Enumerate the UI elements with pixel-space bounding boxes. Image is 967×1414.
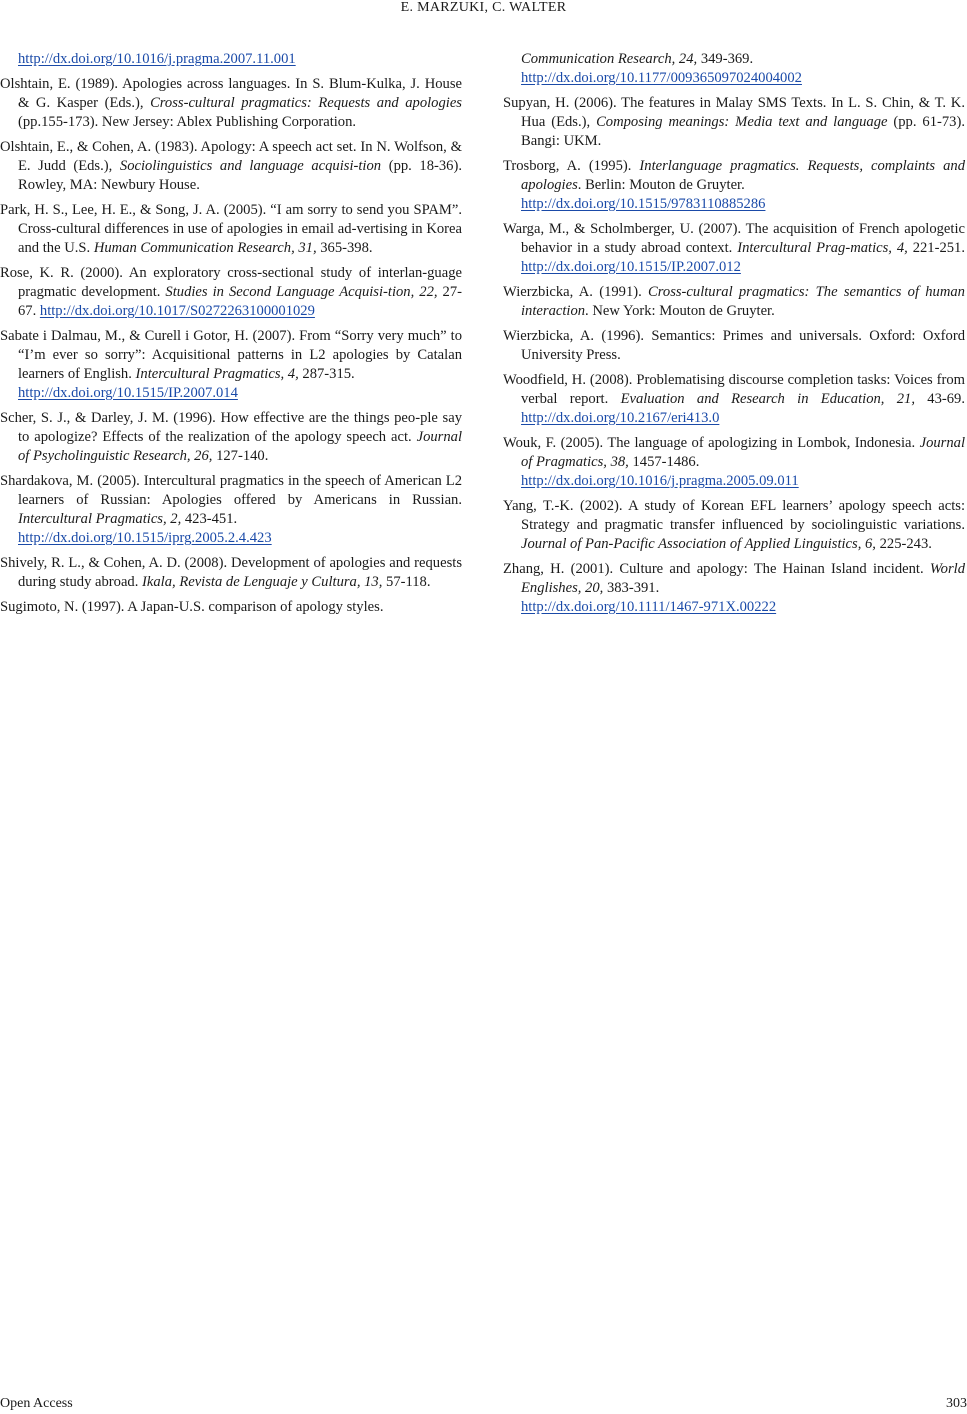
ref-text: Olshtain, E. (1989). Apologies across languages. In S. Blum-Kulka, J. House & G. Kasper (Eds.), (0, 76, 462, 111)
ref-pages: 349-369. (697, 51, 754, 67)
ref-text: Wierzbicka, A. (1996). Semantics: Primes and universals. Oxford: Oxford University Press. (503, 328, 965, 363)
ref-text: Sabate i Dalmau, M., & Curell i Gotor, H. (2007). From “Sorry very much” to “I’m ever so sorry”: Acquisitional patterns in L2 apologies by Catalan learners of English. (0, 328, 462, 382)
ref-title: Journal of Psycholinguistic Research, 26, (18, 429, 462, 464)
reference-item (503, 327, 965, 365)
ref-text: Shively, R. L., & Cohen, A. D. (2008). Development of apologies and requests during study abroad. (0, 555, 462, 590)
reference-item (503, 371, 965, 428)
ref-title: Journal of Pragmatics, 38, (521, 435, 965, 470)
ref-pages: (pp.155-173). New Jersey: Ablex Publishing Corporation. (18, 114, 357, 130)
ref-pages: 225-243. (875, 536, 932, 552)
doi-link[interactable]: http://dx.doi.org/10.2167/eri413.0 (521, 410, 720, 426)
ref-pages: 27-67. (18, 284, 463, 319)
ref-pages: 365-398. (316, 240, 373, 256)
reference-item (0, 264, 462, 321)
reference-item (0, 409, 462, 466)
ref-title: Cross-cultural pragmatics: Requests and apologies (150, 95, 462, 111)
reference-item (503, 283, 965, 321)
doi-link[interactable]: http://dx.doi.org/10.1016/j.pragma.2005.09.011 (521, 473, 799, 489)
doi-link[interactable]: http://dx.doi.org/10.1515/IP.2007.014 (18, 385, 238, 401)
ref-pages: 57-118. (382, 574, 431, 590)
doi-link[interactable]: http://dx.doi.org/10.1016/j.pragma.2007.11.001 (18, 51, 296, 67)
reference-item (503, 560, 965, 617)
doi-link[interactable]: http://dx.doi.org/10.1515/IP.2007.012 (521, 259, 741, 275)
ref-pages: 43-69. (914, 391, 965, 407)
ref-pages: 423-451. (181, 511, 238, 527)
ref-title: Intercultural Prag-matics, 4, (737, 240, 908, 256)
reference-item (0, 138, 462, 195)
ref-title: Composing meanings: Media text and language (596, 114, 888, 130)
reference-item (0, 598, 462, 617)
ref-text: Scher, S. J., & Darley, J. M. (1996). How effective are the things peo-ple say to apologize? Effects of the realization of the apology speech act. (0, 410, 462, 445)
reference-continuation (503, 50, 965, 88)
ref-text: Warga, M., & Scholmberger, U. (2007). The acquisition of French apologetic behavior in a study abroad context. (503, 221, 965, 256)
ref-title: Evaluation and Research in Education, 21, (620, 391, 915, 407)
doi-link[interactable]: http://dx.doi.org/10.1515/iprg.2005.2.4.423 (18, 530, 272, 546)
ref-text: Trosborg, A. (1995). (503, 158, 640, 174)
doi-link[interactable]: http://dx.doi.org/10.1177/009365097024004002 (521, 70, 802, 86)
ref-title: Studies in Second Language Acquisi-tion, 22, (165, 284, 438, 300)
ref-text: Yang, T.-K. (2002). A study of Korean EFL learners’ apology speech acts: Strategy and pragmatic transfer influenced by sociolinguistic variations. (503, 498, 965, 533)
ref-text: Park, H. S., Lee, H. E., & Song, J. A. (2005). “I am sorry to send you SPAM”. Cross-cultural differences in use of apologies in email ad-vertising in Korea and the U.S. (0, 202, 462, 256)
ref-title: World Englishes, 20, (521, 561, 965, 596)
reference-item (0, 554, 462, 592)
ref-title: Human Communication Research, 31, (93, 240, 317, 256)
reference-item (503, 157, 965, 214)
footer-open-access: Open Access (0, 1396, 73, 1411)
running-header: E. MARZUKI, C. WALTER (400, 0, 567, 15)
ref-pages: (pp. 18-36). Rowley, MA: Newbury House. (18, 158, 462, 193)
ref-title: Sociolinguistics and language acquisi-tion (119, 158, 382, 174)
ref-pages: 1457-1486. (628, 454, 700, 470)
ref-text: Olshtain, E., & Cohen, A. (1983). Apology: A speech act set. In N. Wolfson, & E. Judd (Eds.), (0, 139, 462, 174)
reference-column-left (0, 50, 462, 623)
ref-title: Cross-cultural pragmatics: The semantics of human interaction (521, 284, 965, 319)
page-number: 303 (946, 1396, 967, 1411)
ref-pages: 383-391. (603, 580, 660, 596)
ref-pages: (pp. 61-73). Bangi: UKM. (521, 114, 965, 149)
reference-item (503, 497, 965, 554)
ref-title: Intercultural Pragmatics, 4, (135, 366, 299, 382)
ref-title: Interlanguage pragmatics. Requests, complaints and apologies (521, 158, 965, 193)
reference-item (503, 220, 965, 277)
ref-pages: 287-315. (298, 366, 355, 382)
ref-title: Communication Research, 24, (521, 51, 698, 67)
doi-link[interactable]: http://dx.doi.org/10.1111/1467-971X.00222 (521, 599, 777, 615)
ref-text: Wierzbicka, A. (1991). (503, 284, 649, 300)
reference-item (503, 434, 965, 491)
ref-title: Intercultural Pragmatics, 2, (18, 511, 182, 527)
doi-link[interactable]: http://dx.doi.org/10.1017/S0272263100001029 (39, 303, 315, 319)
reference-continuation (0, 50, 462, 69)
ref-title: Journal of Pan-Pacific Association of Applied Linguistics, 6, (521, 536, 876, 552)
ref-text: Wouk, F. (2005). The language of apologizing in Lombok, Indonesia. (503, 435, 920, 451)
ref-pages: . New York: Mouton de Gruyter. (585, 303, 775, 319)
reference-item (0, 201, 462, 258)
ref-text: Zhang, H. (2001). Culture and apology: The Hainan Island incident. (503, 561, 930, 577)
ref-text: Woodfield, H. (2008). Problematising discourse completion tasks: Voices from verbal report. (503, 372, 965, 407)
ref-pages: 221-251. (907, 240, 965, 256)
ref-text: Shardakova, M. (2005). Intercultural pragmatics in the speech of American L2 learners of Russian: Apologies offered by Americans in Russian. (0, 473, 462, 508)
reference-item (0, 75, 462, 132)
reference-item (0, 472, 462, 548)
ref-text: Sugimoto, N. (1997). A Japan-U.S. comparison of apology styles. (0, 599, 384, 615)
ref-text: Rose, K. R. (2000). An exploratory cross-sectional study of interlan-guage pragmatic development. (0, 265, 462, 300)
ref-pages: . Berlin: Mouton de Gruyter. (577, 177, 745, 193)
reference-item (503, 94, 965, 151)
ref-text: Supyan, H. (2006). The features in Malay SMS Texts. In L. S. Chin, & T. K. Hua (Eds.), (503, 95, 965, 130)
doi-link[interactable]: http://dx.doi.org/10.1515/9783110885286 (521, 196, 766, 212)
reference-column-right (503, 50, 965, 623)
ref-title: Ikala, Revista de Lenguaje y Cultura, 13, (142, 574, 383, 590)
ref-pages: 127-140. (212, 448, 269, 464)
reference-item (0, 327, 462, 403)
